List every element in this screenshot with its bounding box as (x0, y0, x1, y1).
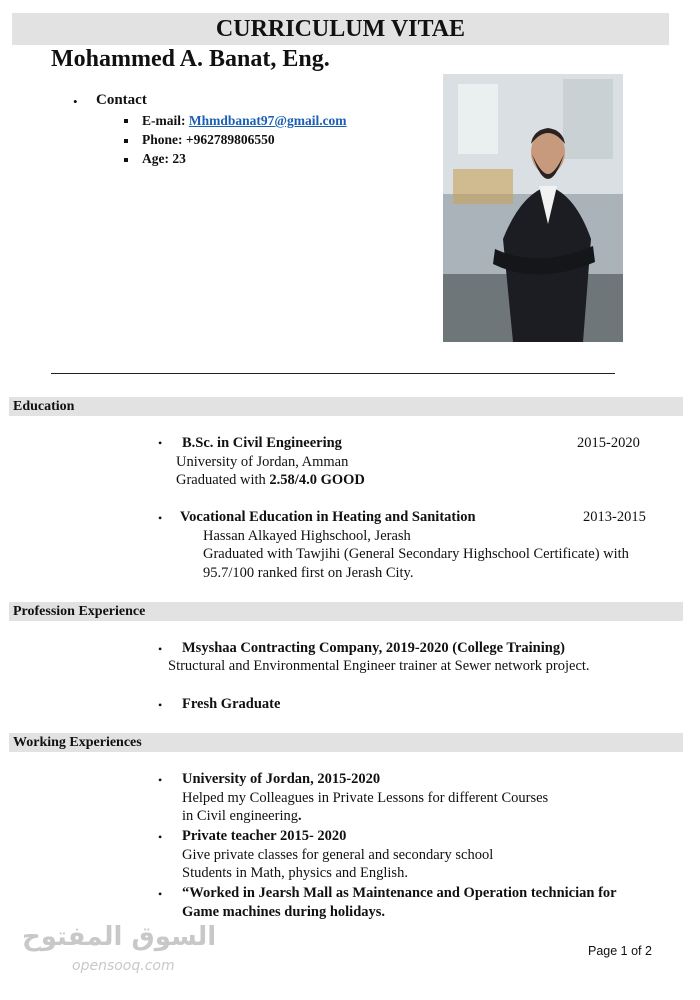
education-institution: University of Jordan, Amman (176, 454, 349, 470)
work-description-text: in Civil engineering (182, 808, 298, 824)
working-heading: Working Experiences (9, 733, 683, 752)
page-number: Page 1 of 2 (588, 944, 652, 958)
profile-photo (443, 74, 623, 342)
profession-title: Fresh Graduate (182, 696, 281, 712)
work-title: Private teacher 2015- 2020 (182, 828, 347, 844)
contact-heading: Contact (96, 92, 147, 108)
list-bullet: • (158, 436, 163, 450)
work-title: University of Jordan, 2015-2020 (182, 771, 381, 787)
list-bullet: • (158, 698, 163, 712)
work-description-period: . (297, 808, 302, 824)
education-degree: Vocational Education in Heating and Sanitation (180, 509, 476, 525)
education-note: Graduated with Tawjihi (General Secondary Highschool Certificate) with (203, 546, 629, 562)
document-title: CURRICULUM VITAE (12, 13, 669, 45)
list-bullet: • (158, 830, 163, 844)
watermark-latin: opensooq.com (72, 958, 175, 974)
grade-value: 2.58/4.0 GOOD (269, 472, 365, 488)
work-title: Game machines during holidays. (182, 904, 386, 920)
education-institution: Hassan Alkayed Highschool, Jerash (203, 528, 411, 544)
watermark-arabic: السوق المفتوح (22, 922, 217, 952)
age-text: Age: 23 (142, 151, 186, 166)
work-description: Helped my Colleagues in Private Lessons for different Courses (182, 790, 549, 806)
email-label: E-mail: (142, 113, 186, 128)
grade-prefix: Graduated with (176, 472, 266, 488)
work-title: “Worked in Jearsh Mall as Maintenance and Operation technician for (182, 885, 617, 901)
age-bullet (124, 158, 128, 162)
education-degree: B.Sc. in Civil Engineering (182, 435, 342, 451)
email-link[interactable]: Mhmdbanat97@gmail.com (188, 113, 347, 128)
education-grade-line (176, 472, 365, 489)
work-description: Students in Math, physics and English. (182, 865, 408, 881)
phone-text: Phone: +962789806550 (142, 132, 275, 147)
work-description (182, 808, 302, 825)
profession-title: Msyshaa Contracting Company, 2019-2020 (College Training) (182, 640, 565, 656)
divider-line (51, 373, 615, 374)
email-line (142, 113, 347, 129)
list-bullet: • (158, 511, 163, 525)
profession-description: Structural and Environmental Engineer trainer at Sewer network project. (168, 658, 590, 674)
list-bullet: • (158, 887, 163, 901)
education-note: 95.7/100 ranked first on Jerash City. (203, 565, 414, 581)
list-bullet: • (158, 773, 163, 787)
watermark-logo (22, 922, 217, 974)
list-bullet: • (158, 642, 163, 656)
contact-bullet: • (73, 94, 78, 109)
candidate-name: Mohammed A. Banat, Eng. (51, 46, 330, 72)
work-description: Give private classes for general and secondary school (182, 847, 494, 863)
email-bullet (124, 119, 128, 123)
education-heading: Education (9, 397, 683, 416)
education-years: 2015-2020 (577, 435, 640, 451)
phone-bullet (124, 139, 128, 143)
education-years: 2013-2015 (583, 509, 646, 525)
profession-heading: Profession Experience (9, 602, 683, 621)
